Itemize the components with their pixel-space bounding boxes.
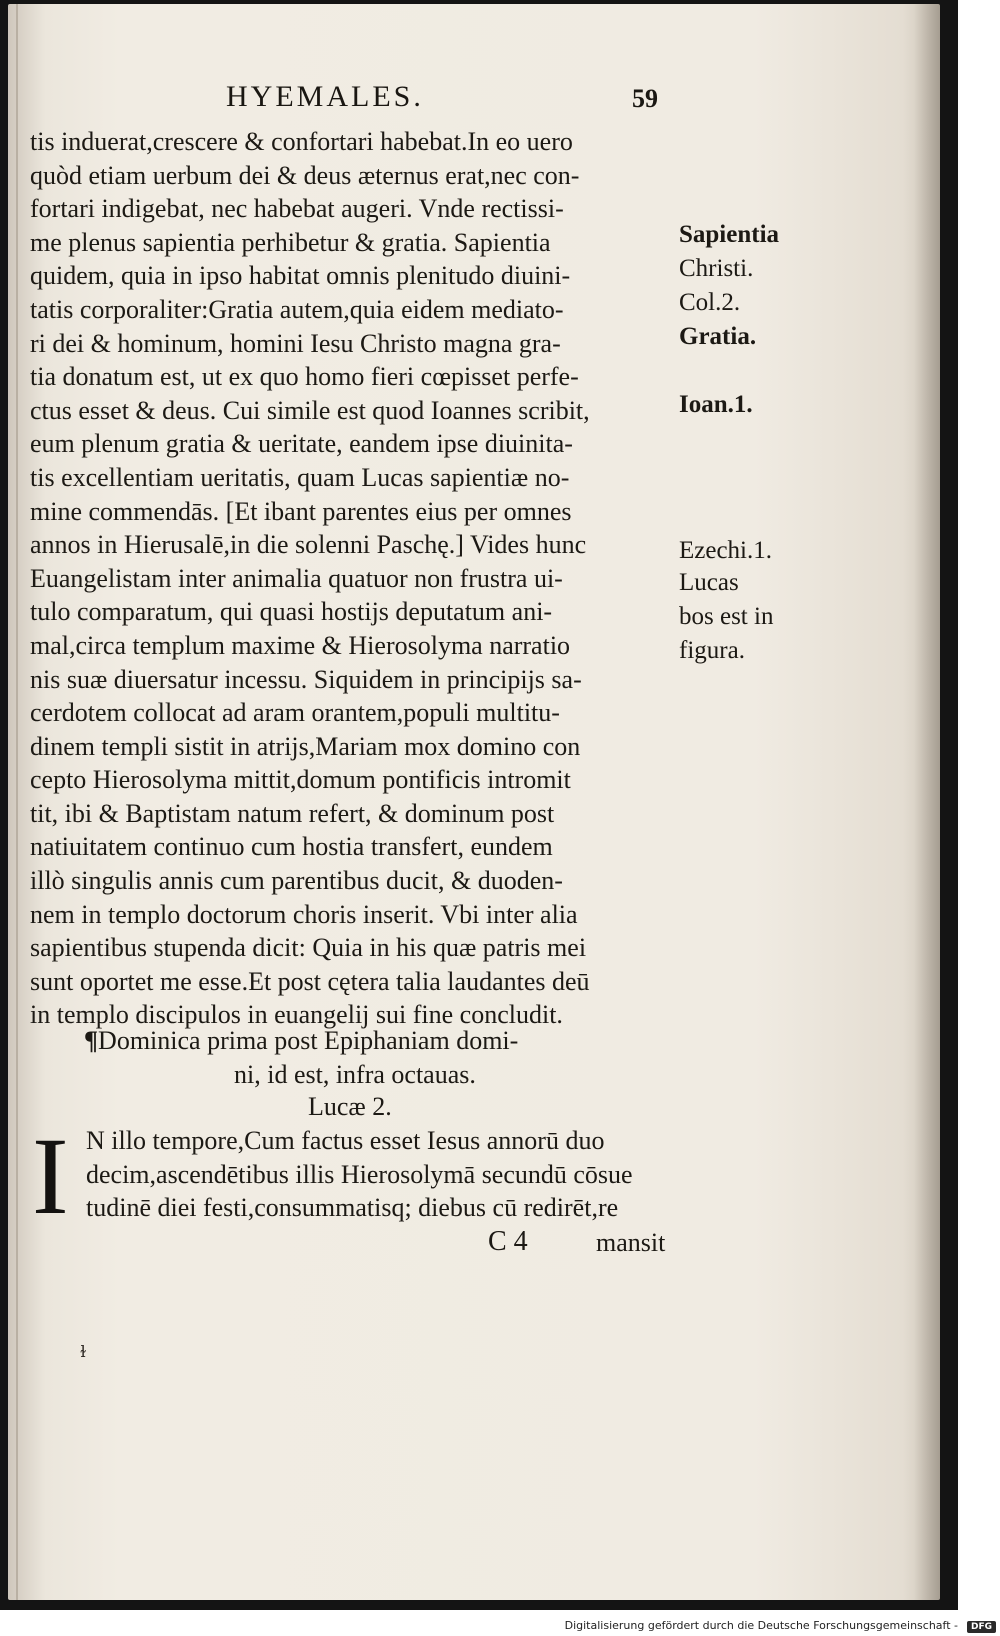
- text-line: natiuitatem continuo cum hostia transfert, eundem: [30, 832, 553, 862]
- text-line: tit, ibi & Baptistam natum refert, & dominum post: [30, 798, 555, 828]
- digitization-credit: Digitalisierung gefördert durch die Deutsche Forschungsgemeinschaft -: [564, 1619, 958, 1632]
- signature-mark: C 4: [488, 1226, 528, 1257]
- margin-note-col: Col.2.: [679, 289, 741, 316]
- text-line: mine commendās. [Et ibant parentes eius per omnes: [30, 496, 572, 526]
- margin-note-gratia: Gratia.: [679, 323, 757, 350]
- text-line: ri dei & hominum, homini Iesu Christo magna gra-: [30, 328, 561, 358]
- text-line: cerdotem collocat ad aram orantem,populi multitu-: [30, 698, 560, 728]
- text-line: illò singulis annis cum parentibus ducit, & duoden-: [30, 866, 563, 896]
- gospel-line: N illo tempore,Cum factus esset Iesus annorū duo: [86, 1126, 605, 1155]
- page-edge-shadow: [914, 4, 940, 1600]
- text-line: tia donatum est, ut ex quo homo fieri cœpisset perfe-: [30, 362, 579, 392]
- margin-note-ezechi: Ezechi.1.: [679, 537, 773, 564]
- dfg-logo: DFG: [967, 1621, 996, 1633]
- section-title: [84, 1024, 684, 1092]
- drop-initial: I: [32, 1115, 69, 1237]
- text-line: in templo discipulos in euangelij sui fine concludit.: [30, 1000, 563, 1030]
- text-line: quidem, quia in ipso habitat omnis plenitudo diuini-: [30, 261, 571, 291]
- margin-note-lucas: Lucas: [679, 569, 739, 596]
- gospel-line: decim,ascendētibus illis Hierosolymā secundū cōsue: [86, 1159, 633, 1189]
- ink-speck: ɫ: [80, 1342, 87, 1361]
- gospel-line: tudinē diei festi,consummatisq; diebus cū redirēt,re: [86, 1193, 619, 1223]
- text-line: nis suæ diuersatur incessu. Siquidem in principijs sa-: [30, 664, 582, 694]
- text-line: cepto Hierosolyma mittit,domum pontificis intromit: [30, 765, 571, 795]
- text-line: tatis corporaliter:Gratia autem,quia eidem mediato-: [30, 294, 564, 324]
- main-text-block: [30, 125, 680, 1032]
- text-line: tis induerat,crescere & confortari habebat.In eo uero: [30, 127, 573, 156]
- text-line: sapientibus stupenda dicit: Quia in his quæ patris mei: [30, 933, 587, 963]
- section-title-line-1: Dominica prima post Epiphaniam domi-: [98, 1026, 519, 1055]
- section-title-line-2: ni, id est, infra octauas.: [234, 1060, 476, 1089]
- text-line: nem in templo doctorum choris inserit. Vbi inter alia: [30, 899, 578, 929]
- margin-note-sapientia: Sapientia: [679, 221, 780, 248]
- text-line: tis excellentiam ueritatis, quam Lucas sapientiæ no-: [30, 462, 570, 492]
- text-line: Euangelistam inter animalia quatuor non frustra ui-: [30, 563, 563, 593]
- pilcrow-mark: ¶: [84, 1026, 99, 1055]
- gospel-text-block: [86, 1124, 686, 1225]
- text-line: dinem templi sistit in atrijs,Mariam mox domino con: [30, 731, 581, 761]
- text-line: tulo comparatum, qui quasi hostijs deputatum ani-: [30, 597, 553, 627]
- pericope-reference: Lucæ 2.: [308, 1092, 392, 1121]
- margin-note-bos-est-in: bos est in: [679, 603, 774, 630]
- margin-note-christi: Christi.: [679, 255, 754, 282]
- text-line: ctus esset & deus. Cui simile est quod Ioannes scribit,: [30, 395, 590, 425]
- text-line: sunt oportet me esse.Et post cętera talia laudantes deū: [30, 966, 590, 996]
- margin-note-figura: figura.: [679, 637, 745, 664]
- text-line: fortari indigebat, nec habebat augeri. Vnde rectissi-: [30, 194, 564, 224]
- text-line: quòd etiam uerbum dei & deus æternus erat,nec con-: [30, 160, 580, 190]
- folio-number: 59: [632, 84, 658, 113]
- catchword: mansit: [596, 1228, 666, 1257]
- running-head: HYEMALES.: [226, 80, 424, 113]
- text-line: mal,circa templum maxime & Hierosolyma narratio: [30, 630, 571, 660]
- margin-note-ioan: Ioan.1.: [679, 391, 753, 418]
- text-line: eum plenum gratia & ueritate, eandem ipse diuinita-: [30, 429, 573, 459]
- text-line: me plenus sapientia perhibetur & gratia. Sapientia: [30, 227, 551, 257]
- text-line: annos in Hierusalē,in die solenni Paschę.] Vides hunc: [30, 530, 587, 560]
- gutter-fold: [16, 4, 18, 1600]
